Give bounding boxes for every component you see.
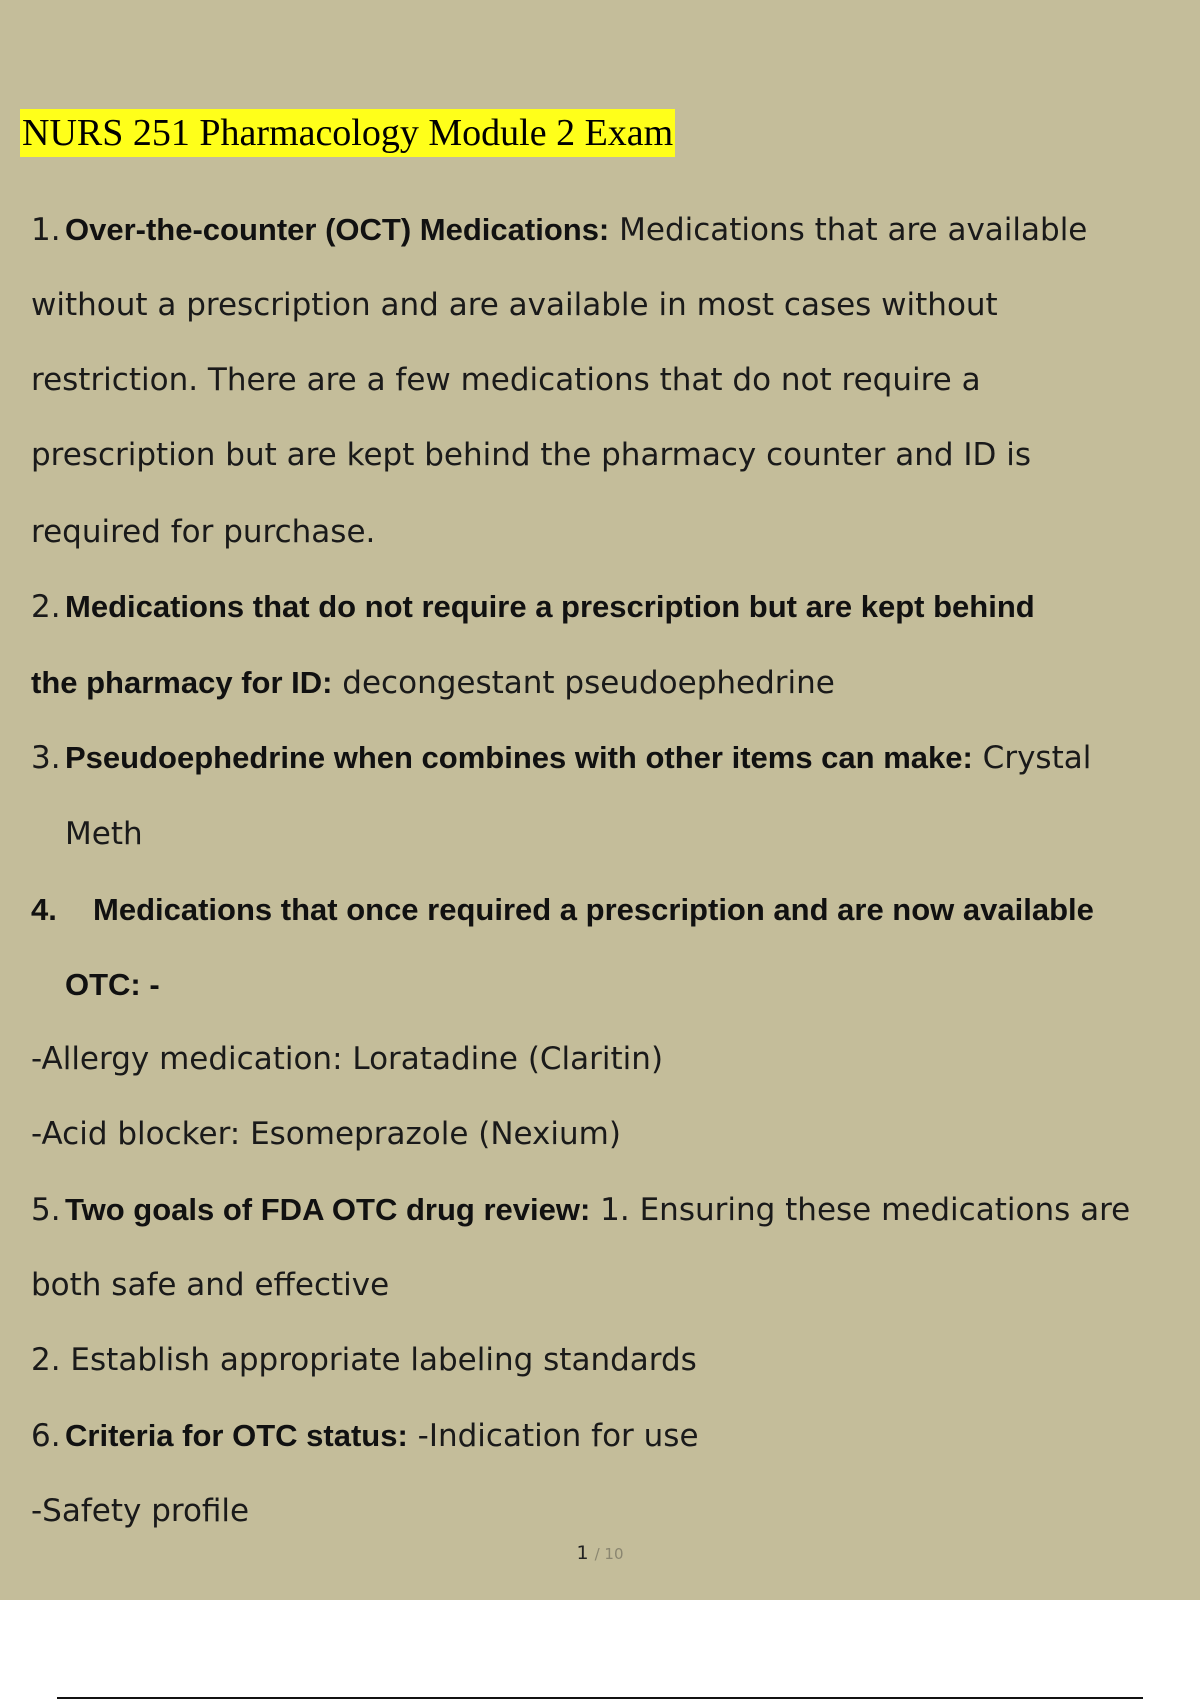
item-term: Medications that once required a prescription and are now available [93, 892, 1094, 927]
item-number: 1. [31, 212, 61, 248]
divider [57, 1697, 1143, 1699]
item-definition: Crystal [972, 740, 1092, 776]
item-term: Criteria for OTC status: [65, 1418, 408, 1453]
item-continuation: restriction. There are a few medications that do not require a [31, 362, 981, 398]
item-number: 6. [31, 1418, 61, 1454]
list-item [31, 587, 1035, 627]
item-number: 4. [31, 892, 57, 927]
page-total: / 10 [594, 1545, 624, 1563]
list-item [31, 890, 1094, 930]
item-number: 3. [31, 740, 61, 776]
sub-item: -Allergy medication: Loratadine (Claritin) [31, 1041, 664, 1077]
item-term: Two goals of FDA OTC drug review: [65, 1192, 591, 1227]
item-continuation: required for purchase. [31, 514, 376, 550]
item-definition: decongestant pseudoephedrine [332, 665, 835, 701]
item-term: Pseudoephedrine when combines with other items can make: [65, 740, 973, 775]
item-number: 2. [31, 589, 61, 625]
item-continuation: -Safety profile [31, 1493, 250, 1529]
item-definition: 1. Ensuring these medications are [590, 1192, 1131, 1228]
item-continuation: without a prescription and are available in most cases without [31, 287, 998, 323]
item-continuation: Meth [65, 816, 143, 852]
item-term: Over-the-counter (OCT) Medications: [65, 212, 610, 247]
list-item [31, 1190, 1130, 1230]
item-continuation [31, 663, 835, 703]
list-item [31, 1416, 699, 1456]
page-indicator [0, 1542, 1200, 1564]
item-continuation: prescription but are kept behind the pharmacy counter and ID is [31, 437, 1032, 473]
document-title: NURS 251 Pharmacology Module 2 Exam [20, 109, 675, 157]
sub-item: -Acid blocker: Esomeprazole (Nexium) [31, 1116, 621, 1152]
item-term-continuation: the pharmacy for ID: [31, 665, 333, 700]
item-continuation: 2. Establish appropriate labeling standards [31, 1342, 697, 1378]
item-continuation: OTC: - [65, 967, 160, 1002]
list-item [31, 738, 1091, 778]
list-item [31, 210, 1087, 250]
item-continuation: both safe and effective [31, 1267, 390, 1303]
item-term: Medications that do not require a prescription but are kept behind [65, 589, 1035, 624]
item-number: 5. [31, 1192, 61, 1228]
item-definition: -Indication for use [407, 1418, 699, 1454]
page-current: 1 [576, 1542, 589, 1564]
item-definition: Medications that are available [609, 212, 1088, 248]
